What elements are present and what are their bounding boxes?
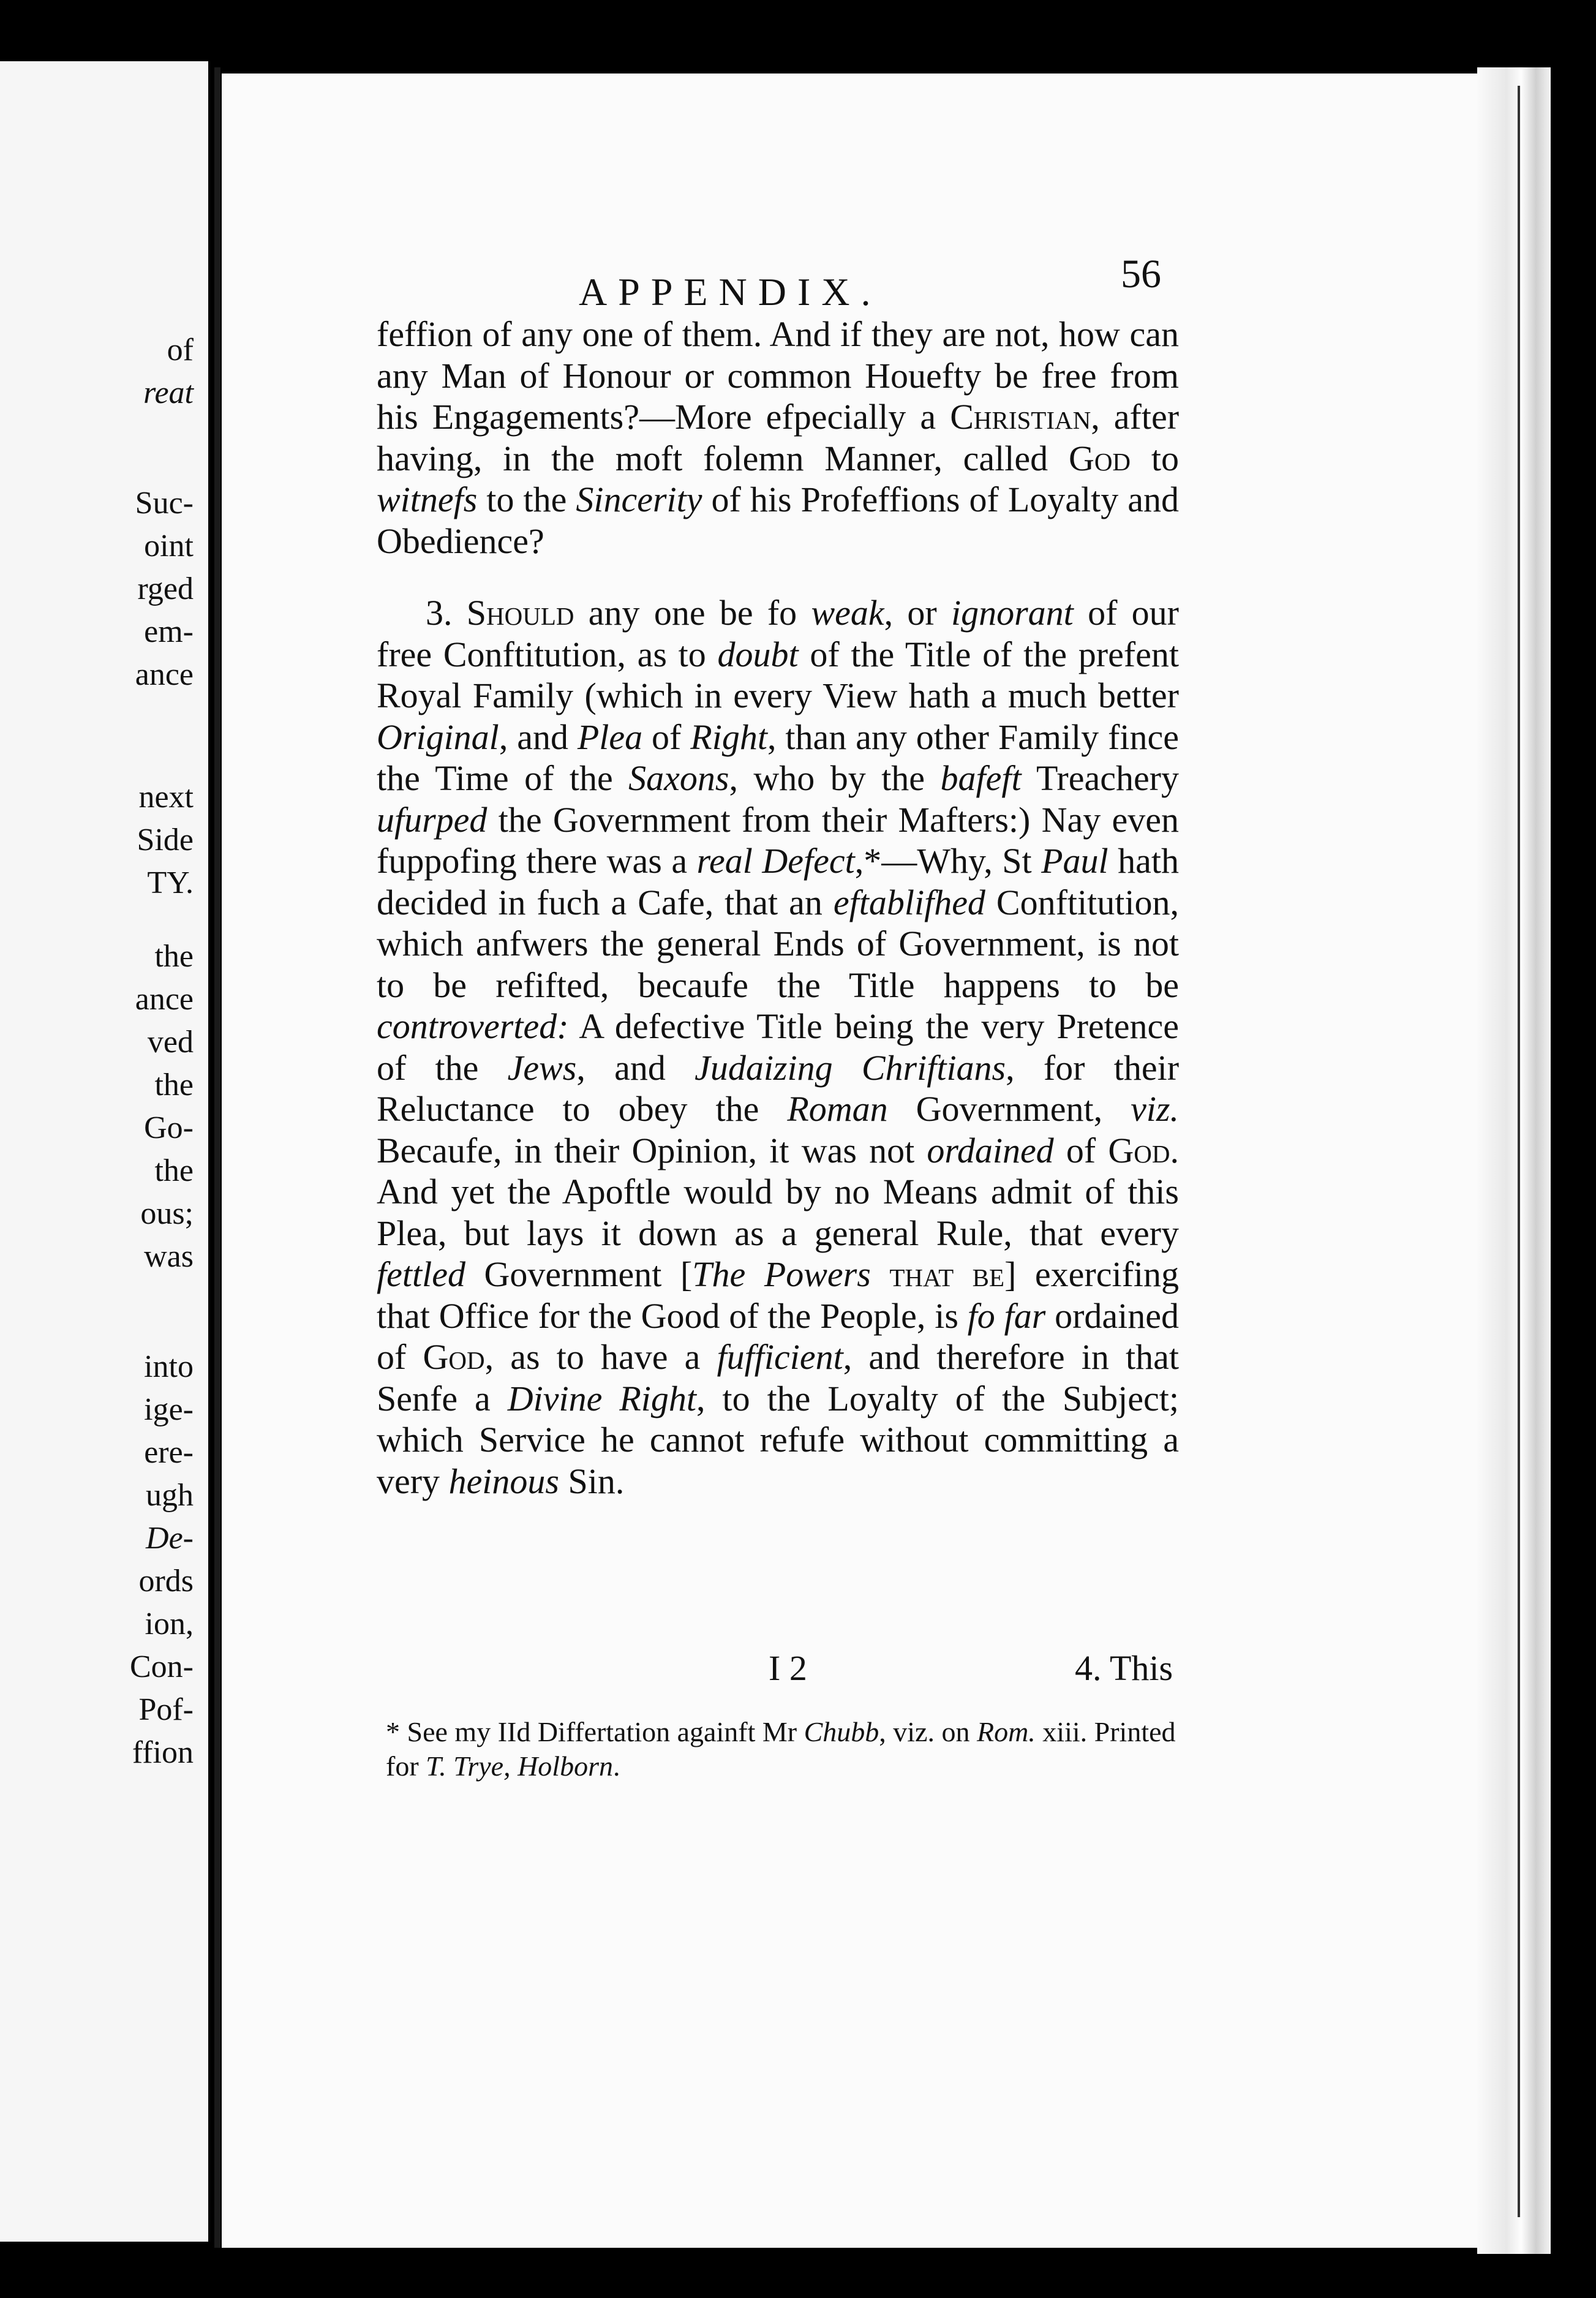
text: A defective Title being the very Pretence of the	[377, 1006, 1179, 1088]
text: , who by the	[729, 758, 941, 798]
text: , for their Reluctance to obey the	[377, 1047, 1180, 1129]
text: , as to have a	[484, 1337, 717, 1377]
small-caps-text: God	[1108, 1130, 1170, 1170]
italic-text: ordained	[927, 1130, 1054, 1170]
text: * See my IId Differtation againft Mr	[386, 1716, 804, 1747]
small-caps-text: that be	[870, 1254, 1005, 1294]
text: Sin.	[559, 1461, 625, 1501]
left-page-fragment: reat	[143, 375, 194, 410]
signature-mark: I 2	[769, 1648, 807, 1688]
paragraph-2	[377, 592, 1179, 1502]
left-page-fragment: ere-	[144, 1435, 194, 1470]
text: ,*—Why, St	[854, 841, 1042, 881]
italic-text: T. Trye, Holborn	[426, 1750, 613, 1782]
italic-text: Rom.	[976, 1716, 1036, 1747]
text: any one be fo	[574, 593, 811, 633]
text: of the Title of the prefent Royal Family (which in every View hath a much better	[377, 634, 1179, 715]
left-page-fragment: em-	[144, 614, 194, 649]
page-body	[377, 314, 1179, 1502]
text: 3.	[426, 593, 467, 633]
text: , after having, in the moft folemn Manner, called	[377, 397, 1180, 478]
italic-text: Paul	[1041, 841, 1109, 881]
left-page-fragment: De-	[146, 1521, 194, 1556]
text: , and therefore in that Senfe a	[377, 1337, 1179, 1418]
text: the Government from their Mafters:) Nay even fuppofing there was a	[377, 799, 1179, 881]
text: Government [	[465, 1254, 693, 1294]
page-edge-stack	[1477, 67, 1551, 2254]
left-page-fragment: Suc-	[135, 486, 194, 521]
small-caps-text: God	[1068, 438, 1131, 478]
left-page-fragment: ous;	[140, 1196, 194, 1231]
left-page-fragment: next	[138, 780, 194, 815]
text: Government,	[887, 1089, 1131, 1129]
text: Treachery	[1021, 758, 1180, 798]
italic-text: Roman	[787, 1089, 888, 1129]
left-page-fragment: ugh	[146, 1478, 194, 1513]
text: , to the Loyalty of the Subject; which Service he cannot refufe without committing a very	[377, 1378, 1179, 1501]
italic-text: ignorant	[951, 593, 1074, 633]
left-page-fragment: of	[167, 333, 194, 367]
text: , and	[576, 1047, 695, 1088]
italic-text: The Powers	[692, 1254, 871, 1294]
text: , and	[499, 717, 578, 757]
italic-text: fufficient	[717, 1337, 843, 1377]
left-page-fragment: oint	[144, 529, 194, 563]
left-page-fragment: ance	[135, 982, 194, 1017]
italic-text: fettled	[377, 1254, 465, 1294]
text: feffion of any one of them. And if they are not, how can any Man of Honour or common Houefty be free from his Engagements?—More efpecially a	[377, 314, 1179, 437]
italic-text: bafeft	[940, 758, 1022, 798]
left-page-fragment: Pof-	[138, 1692, 194, 1727]
italic-text: fo far	[967, 1295, 1046, 1336]
italic-text: viz.	[1131, 1089, 1179, 1129]
left-page-fragment: was	[144, 1239, 194, 1274]
text: ] exercifing that Office for the Good of the People, is	[377, 1254, 1180, 1336]
italic-text: Original	[377, 717, 499, 757]
text: xiii. Printed for	[386, 1716, 1176, 1782]
left-page-fragment: the	[154, 939, 194, 974]
italic-text: Sincerity	[576, 480, 702, 519]
left-page-fragment: TY.	[147, 865, 194, 900]
text: , than any other Family fince the Time of the	[377, 717, 1179, 798]
text: Becaufe, in their Opinion, it was not	[377, 1130, 927, 1170]
left-page-fragment: ion,	[145, 1607, 194, 1641]
text: of our free Conftitution, as to	[377, 593, 1179, 674]
italic-text: witnefs	[377, 480, 478, 519]
footnote	[386, 1715, 1182, 1784]
italic-text: ufurped	[377, 799, 487, 840]
left-page-fragment: rged	[137, 571, 194, 606]
text: ordained of	[377, 1295, 1179, 1377]
text: of his Profeffions of Loyalty and Obedience?	[377, 480, 1179, 561]
text: to the	[477, 480, 576, 519]
italic-text: controverted:	[377, 1006, 569, 1046]
left-page-fragment: Go-	[144, 1110, 194, 1145]
italic-text: heinous	[448, 1461, 559, 1501]
italic-text: Jews	[507, 1047, 577, 1088]
left-page-fragment: the	[154, 1153, 194, 1188]
italic-text: Chubb	[804, 1716, 879, 1747]
text: , viz. on	[879, 1716, 977, 1747]
italic-text: real Defect	[696, 841, 855, 881]
page-number: 56	[1121, 252, 1161, 296]
gutter-shadow	[214, 67, 220, 2248]
catchword: 4. This	[1075, 1648, 1173, 1688]
running-header: APPENDIX.	[579, 270, 882, 314]
italic-text: Divine Right	[507, 1378, 696, 1418]
text: .	[613, 1750, 620, 1782]
left-page-fragment: Con-	[130, 1649, 194, 1684]
small-caps-text: Should	[466, 593, 574, 633]
paragraph-1	[377, 314, 1179, 562]
left-page-fragment: ance	[135, 657, 194, 692]
left-page-fragment: Side	[137, 823, 194, 857]
italic-text: Plea	[577, 717, 643, 757]
text: to	[1131, 438, 1179, 478]
italic-text: eftablifhed	[833, 882, 985, 922]
page-edge-line	[1518, 86, 1520, 2217]
left-page-fragment: ords	[138, 1564, 194, 1599]
text: Conftitution, which anfwers the general Ends of Government, is not to be refifted, becaufe the Title happens to be	[377, 882, 1179, 1005]
left-page-fragment: ffion	[132, 1735, 194, 1770]
text: of	[642, 717, 691, 757]
small-caps-text: Christian	[950, 397, 1091, 437]
italic-text: Judaizing Chriftians	[694, 1047, 1006, 1088]
italic-text: Saxons	[628, 758, 729, 798]
text: . And yet the Apoftle would by no Means admit of this Plea, but lays it down as a general Rule, that every	[377, 1130, 1180, 1253]
text: hath decided in fuch a Cafe, that an	[377, 841, 1179, 922]
small-caps-text: God	[423, 1337, 485, 1377]
italic-text: weak	[811, 593, 884, 633]
italic-text: doubt	[717, 634, 799, 674]
italic-text: Right	[690, 717, 767, 757]
left-page-fragment: ige-	[144, 1392, 194, 1427]
text: , or	[884, 593, 951, 633]
left-page-fragment: ved	[147, 1025, 194, 1060]
text: of	[1053, 1130, 1109, 1170]
left-page-fragment: the	[154, 1068, 194, 1102]
left-page-fragment: into	[144, 1349, 194, 1384]
